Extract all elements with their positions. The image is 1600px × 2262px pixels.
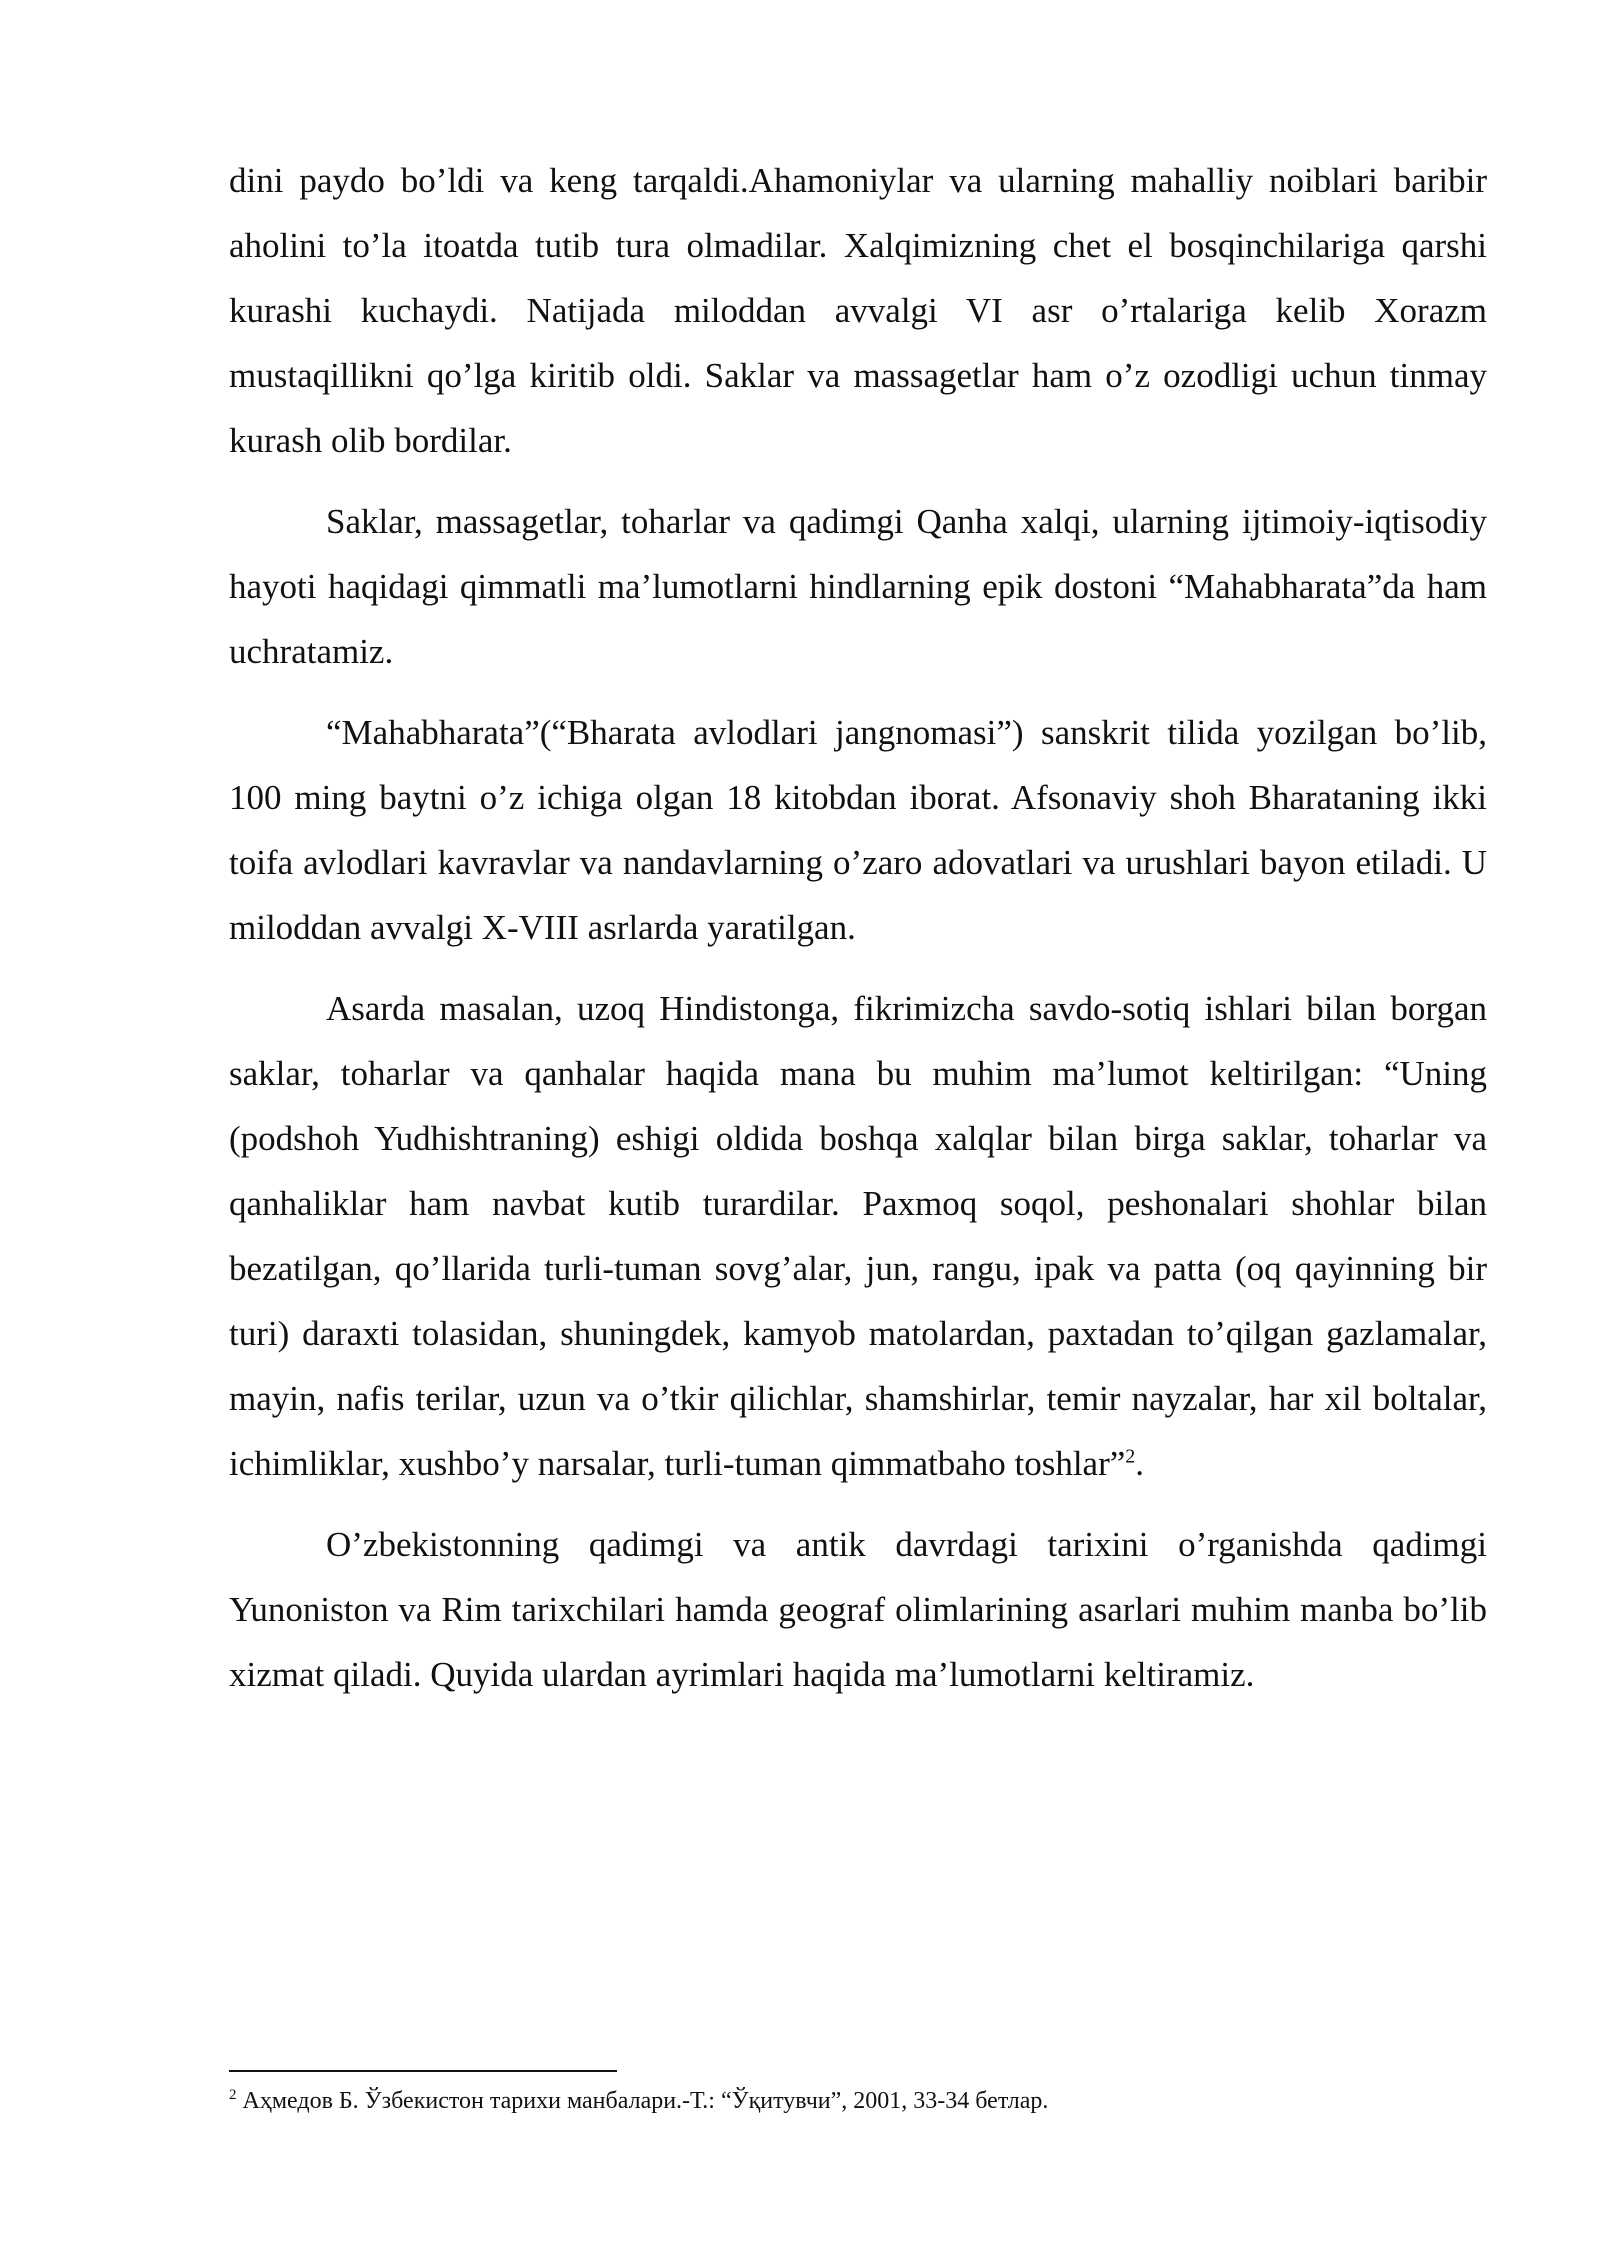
paragraph-text: Asarda masalan, uzoq Hindistonga, fikrimizcha savdo-sotiq ishlari bilan borgan saklar, toharlar va qanhalar haqida mana bu muhim ma’lumot keltirilgan: “Uning (podshoh Yudhishtraning) eshigi oldida boshqa xalqlar bilan birga saklar, toharlar va qanhaliklar ham navbat kutib turardilar. Paxmoq soqol, peshonalari shohlar bilan bezatilgan, qo’llarida turli-tuman sovg’alar, jun, rangu, ipak va patta (oq qayinning bir turi) daraxti tolasidan, shuningdek, kamyob matolardan, paxtadan to’qilgan gazlamalar, mayin, nafis terilar, uzun va o’tkir qilichlar, shamshirlar, temir nayzalar, har xil boltalar, ichimliklar, xushbo’y narsalar, turli-tuman qimmatbaho toshlar” — [229, 989, 1487, 1483]
paragraph-text: Saklar, massagetlar, toharlar va qadimgi Qanha xalqi, ularning ijtimoiy-iqtisodiy hayoti haqidagi qimmatli ma’lumotlarni hindlarning epik dostoni “Mahabharata”da ham uchratamiz. — [229, 502, 1487, 671]
footnote-reference[interactable]: 2 — [1125, 1445, 1136, 1468]
paragraph-text: dini paydo bo’ldi va keng tarqaldi.Ahamoniylar va ularning mahalliy noiblari baribir aholini to’la itoatda tutib tura olmadilar. Xalqimizning chet el bosqinchilariga qarshi kurashi kuchaydi. Natijada miloddan avvalgi VI asr o’rtalariga kelib Xorazm mustaqillikni qo’lga kiritib oldi. Saklar va massagetlar ham o’z ozodligi uchun tinmay kurash olib bordilar. — [229, 161, 1487, 460]
paragraph-1 — [229, 148, 1487, 473]
paragraph-3 — [229, 700, 1487, 960]
paragraph-2 — [229, 489, 1487, 684]
paragraph-text: O’zbekistonning qadimgi va antik davrdagi tarixini o’rganishda qadimgi Yunoniston va Rim tarixchilari hamda geograf olimlarining asarlari muhim manba bo’lib xizmat qiladi. Quyida ulardan ayrimlari haqida ma’lumotlarni keltiramiz. — [229, 1525, 1487, 1694]
footnote-mark: 2 — [229, 2087, 237, 2103]
body-text — [229, 148, 1487, 1723]
footnote — [229, 2084, 1487, 2118]
paragraph-4 — [229, 976, 1487, 1496]
paragraph-5 — [229, 1512, 1487, 1707]
paragraph-end-punctuation: . — [1135, 1444, 1145, 1483]
paragraph-text: “Mahabharata”(“Bharata avlodlari jangnomasi”) sanskrit tilida yozilgan bo’lib, 100 ming baytni o’z ichiga olgan 18 kitobdan iborat. Afsonaviy shoh Bharataning ikki toifa avlodlari kavravlar va nandavlarning o’zaro adovatlari va urushlari bayon etiladi. U miloddan avvalgi X-VIII asrlarda yaratilgan. — [229, 713, 1487, 947]
footnote-text: Аҳмедов Б. Ўзбекистон тарихи манбалари.-Т.: “Ўқитувчи”, 2001, 33-34 бетлар. — [242, 2088, 1049, 2114]
footnote-separator — [229, 2070, 617, 2072]
